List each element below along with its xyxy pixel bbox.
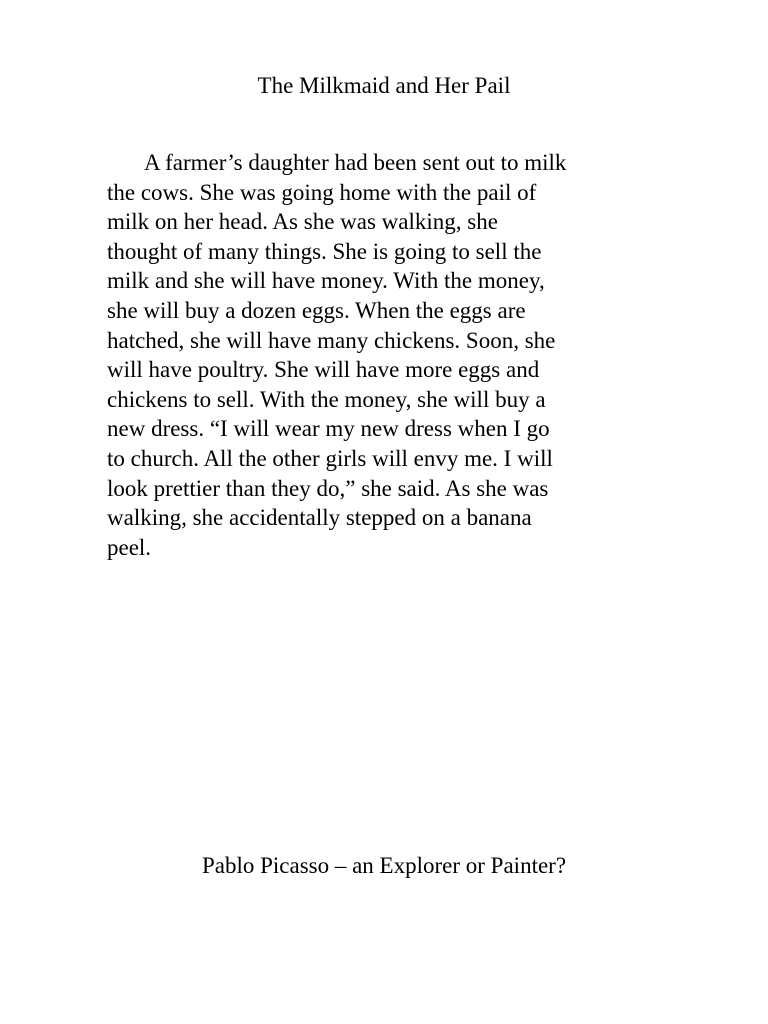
paragraph-line: to church. All the other girls will envy me. I will bbox=[107, 445, 553, 471]
paragraph-line: look prettier than they do,” she said. As she was bbox=[107, 475, 549, 501]
paragraph-line: A farmer’s daughter had been sent out to milk bbox=[144, 150, 567, 175]
paragraph-line: walking, she accidentally stepped on a banana bbox=[107, 505, 532, 531]
paragraph-line: milk and she will have money. With the money, bbox=[107, 268, 545, 294]
paragraph-line: the cows. She was going home with the pail of bbox=[107, 179, 537, 205]
paragraph-line: chickens to sell. With the money, she will buy a bbox=[107, 386, 546, 412]
story-paragraph bbox=[107, 148, 655, 562]
story-title: The Milkmaid and Her Pail bbox=[257, 73, 511, 98]
paragraph-line: will have poultry. She will have more eggs and bbox=[107, 357, 540, 383]
paragraph-line: thought of many things. She is going to sell the bbox=[107, 238, 542, 264]
paragraph-line: milk on her head. As she was walking, she bbox=[107, 209, 498, 235]
next-section-title: Pablo Picasso – an Explorer or Painter? bbox=[201, 853, 567, 878]
paragraph-line: she will buy a dozen eggs. When the eggs are bbox=[107, 297, 526, 323]
paragraph-line: new dress. “I will wear my new dress when I go bbox=[107, 416, 550, 442]
paragraph-line: hatched, she will have many chickens. Soon, she bbox=[107, 327, 556, 353]
paragraph-line: peel. bbox=[107, 534, 152, 560]
